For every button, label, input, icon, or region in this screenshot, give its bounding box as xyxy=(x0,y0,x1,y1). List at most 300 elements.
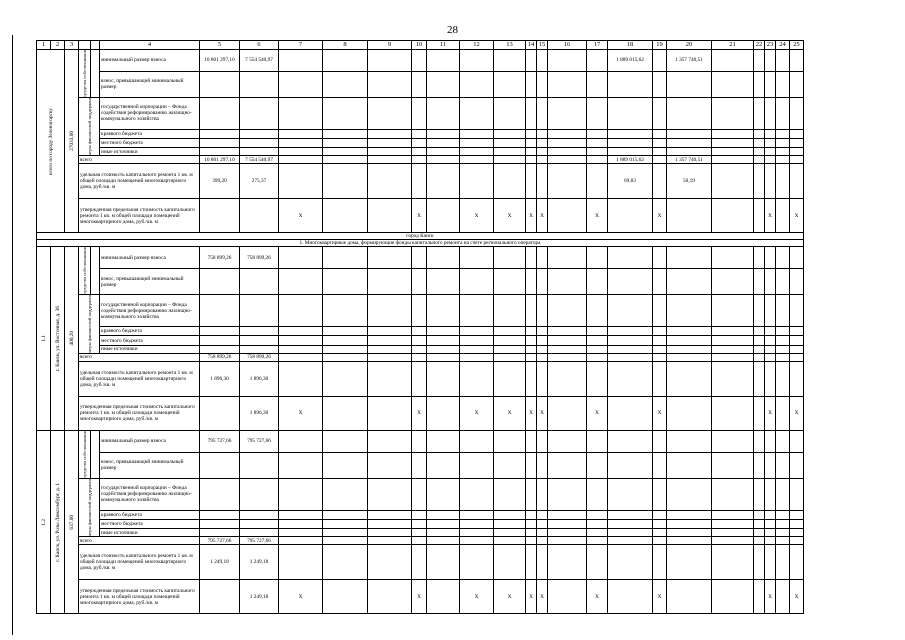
row-label: иные источники xyxy=(100,345,200,353)
value-cell xyxy=(548,478,587,510)
value-cell xyxy=(526,430,537,452)
value-cell xyxy=(323,452,368,478)
row-label: краевого бюджета xyxy=(100,327,200,336)
table-row xyxy=(37,345,804,353)
value-cell xyxy=(427,361,460,396)
value-cell: 1 357 740,51 xyxy=(667,156,712,164)
own-funds-group-text: средства собственников xyxy=(82,430,87,478)
value-cell xyxy=(712,345,754,353)
value-cell xyxy=(587,361,608,396)
value-cell xyxy=(323,396,368,430)
value-cell xyxy=(667,269,712,295)
value-cell xyxy=(587,430,608,452)
value-cell xyxy=(279,452,323,478)
x-mark-cell: Х xyxy=(412,199,427,233)
value-cell xyxy=(608,327,653,336)
value-cell xyxy=(608,529,653,537)
value-cell xyxy=(754,295,765,327)
value-cell: 1 896,30 xyxy=(200,361,240,396)
value-cell xyxy=(587,327,608,336)
value-cell xyxy=(412,269,427,295)
value-cell xyxy=(526,452,537,478)
value-cell xyxy=(776,295,790,327)
value-cell xyxy=(776,50,790,72)
value-cell xyxy=(200,148,240,156)
column-number: 16 xyxy=(548,41,587,50)
repair-program-table xyxy=(36,40,804,614)
value-cell xyxy=(460,529,494,537)
value-cell xyxy=(279,430,323,452)
value-cell xyxy=(323,164,368,199)
value-cell xyxy=(754,199,765,233)
x-mark-cell: Х xyxy=(790,199,804,233)
value-cell xyxy=(712,138,754,147)
total-area-text: 27033,00 xyxy=(68,131,75,152)
value-cell xyxy=(776,247,790,269)
value-cell xyxy=(667,345,712,353)
value-cell xyxy=(368,138,412,147)
value-cell xyxy=(537,247,548,269)
value-cell xyxy=(548,148,587,156)
value-cell xyxy=(537,148,548,156)
value-cell xyxy=(776,519,790,528)
value-cell xyxy=(200,138,240,147)
value-cell: 1 249,18 xyxy=(240,580,279,614)
row-number xyxy=(37,247,51,430)
value-cell xyxy=(712,295,754,327)
value-cell xyxy=(323,199,368,233)
value-cell xyxy=(323,580,368,614)
value-cell xyxy=(608,353,653,361)
value-cell xyxy=(790,138,804,147)
value-cell xyxy=(526,545,537,580)
column-number: 20 xyxy=(667,41,712,50)
x-mark-cell: Х xyxy=(412,580,427,614)
table-row xyxy=(37,156,804,164)
column-number: 18 xyxy=(608,41,653,50)
value-cell xyxy=(754,510,765,519)
table-row xyxy=(37,148,804,156)
value-cell xyxy=(653,97,667,129)
value-cell xyxy=(653,361,667,396)
value-cell xyxy=(526,148,537,156)
value-cell xyxy=(526,336,537,345)
value-cell xyxy=(653,537,667,545)
value-cell xyxy=(494,156,526,164)
row-label: всего xyxy=(79,156,200,164)
table-row xyxy=(37,545,804,580)
value-cell xyxy=(608,97,653,129)
value-cell xyxy=(537,97,548,129)
value-cell xyxy=(240,97,279,129)
value-cell xyxy=(427,478,460,510)
value-cell: 758 899,26 xyxy=(240,247,279,269)
value-cell xyxy=(460,71,494,97)
value-cell xyxy=(494,361,526,396)
value-cell xyxy=(608,138,653,147)
building-address-text: г. Канск, ул. Розы Люксембург, д. 1 xyxy=(54,482,61,562)
value-cell xyxy=(240,345,279,353)
x-mark-cell: Х xyxy=(653,396,667,430)
value-cell xyxy=(279,164,323,199)
value-cell xyxy=(494,345,526,353)
value-cell xyxy=(526,97,537,129)
value-cell xyxy=(754,327,765,336)
x-mark-cell: Х xyxy=(279,199,323,233)
value-cell xyxy=(412,430,427,452)
value-cell xyxy=(279,361,323,396)
value-cell xyxy=(790,545,804,580)
value-cell xyxy=(712,247,754,269)
value-cell xyxy=(460,361,494,396)
value-cell xyxy=(776,269,790,295)
table-row xyxy=(37,452,804,478)
value-cell xyxy=(427,580,460,614)
value-cell xyxy=(790,97,804,129)
value-cell: 795 727,66 xyxy=(200,537,240,545)
value-cell xyxy=(608,295,653,327)
value-cell xyxy=(526,510,537,519)
value-cell xyxy=(412,478,427,510)
value-cell xyxy=(494,71,526,97)
column-number: 8 xyxy=(323,41,368,50)
value-cell xyxy=(323,138,368,147)
value-cell xyxy=(754,537,765,545)
building-address xyxy=(51,430,65,613)
value-cell xyxy=(526,478,537,510)
value-cell xyxy=(368,156,412,164)
value-cell xyxy=(460,295,494,327)
column-number: 12 xyxy=(460,41,494,50)
value-cell xyxy=(765,529,776,537)
value-cell xyxy=(412,537,427,545)
value-cell xyxy=(776,510,790,519)
value-cell xyxy=(279,247,323,269)
value-cell xyxy=(526,156,537,164)
value-cell xyxy=(526,361,537,396)
value-cell xyxy=(279,50,323,72)
value-cell xyxy=(537,336,548,345)
value-cell xyxy=(427,327,460,336)
value-cell: 69,83 xyxy=(608,164,653,199)
value-cell xyxy=(323,529,368,537)
table-row xyxy=(37,510,804,519)
value-cell xyxy=(765,156,776,164)
value-cell xyxy=(548,138,587,147)
row-label: всего xyxy=(79,537,200,545)
column-number-row xyxy=(37,41,804,50)
value-cell xyxy=(790,295,804,327)
value-cell xyxy=(667,510,712,519)
value-cell xyxy=(653,129,667,138)
value-cell xyxy=(754,269,765,295)
value-cell xyxy=(240,129,279,138)
table-row xyxy=(37,269,804,295)
value-cell xyxy=(754,148,765,156)
value-cell xyxy=(790,537,804,545)
value-cell xyxy=(427,336,460,345)
table-row xyxy=(37,430,804,452)
value-cell xyxy=(790,529,804,537)
row-number-text: 1.2 xyxy=(40,518,47,526)
value-cell xyxy=(548,129,587,138)
row-label: иные источники xyxy=(100,148,200,156)
value-cell xyxy=(712,156,754,164)
value-cell xyxy=(323,361,368,396)
row-label: удельная стоимость капитального ремонта 1 кв. м общей площади помещений многоквартирного дома, руб./кв. м xyxy=(79,545,200,580)
value-cell xyxy=(460,269,494,295)
value-cell xyxy=(368,529,412,537)
x-mark-cell: Х xyxy=(765,396,776,430)
value-cell xyxy=(427,148,460,156)
value-cell xyxy=(653,519,667,528)
value-cell xyxy=(412,156,427,164)
value-cell xyxy=(667,129,712,138)
value-cell: 7 554 540,97 xyxy=(240,50,279,72)
value-cell xyxy=(765,430,776,452)
value-cell xyxy=(667,353,712,361)
value-cell xyxy=(368,269,412,295)
value-cell xyxy=(200,396,240,430)
value-cell xyxy=(494,353,526,361)
value-cell xyxy=(712,129,754,138)
value-cell xyxy=(200,269,240,295)
table-row xyxy=(37,295,804,327)
value-cell xyxy=(460,327,494,336)
value-cell xyxy=(323,537,368,545)
value-cell xyxy=(200,199,240,233)
value-cell xyxy=(776,580,790,614)
value-cell xyxy=(412,529,427,537)
value-cell xyxy=(323,71,368,97)
column-number: 6 xyxy=(240,41,279,50)
value-cell xyxy=(200,510,240,519)
own-funds-group xyxy=(79,247,91,295)
value-cell xyxy=(790,327,804,336)
value-cell xyxy=(608,345,653,353)
support-measures-group xyxy=(79,478,100,537)
value-cell xyxy=(526,164,537,199)
total-area xyxy=(65,247,79,430)
value-cell: 275,37 xyxy=(240,164,279,199)
table-row xyxy=(37,361,804,396)
value-cell xyxy=(427,537,460,545)
value-cell xyxy=(427,295,460,327)
column-number: 13 xyxy=(494,41,526,50)
support-measures-group-text: меры финансовой поддержки xyxy=(86,97,92,156)
value-cell xyxy=(765,138,776,147)
value-cell xyxy=(279,336,323,345)
value-cell xyxy=(765,361,776,396)
row-label: местного бюджета xyxy=(100,519,200,528)
value-cell xyxy=(427,510,460,519)
value-cell xyxy=(712,430,754,452)
value-cell xyxy=(494,50,526,72)
value-cell xyxy=(279,156,323,164)
value-cell xyxy=(765,129,776,138)
value-cell xyxy=(608,537,653,545)
row-number xyxy=(37,430,51,613)
value-cell xyxy=(368,129,412,138)
value-cell xyxy=(608,129,653,138)
value-cell xyxy=(790,50,804,72)
value-cell: 1 896,30 xyxy=(240,396,279,430)
value-cell xyxy=(587,156,608,164)
value-cell xyxy=(548,199,587,233)
value-cell xyxy=(240,148,279,156)
value-cell xyxy=(494,269,526,295)
x-mark-cell: Х xyxy=(494,199,526,233)
value-cell xyxy=(537,138,548,147)
value-cell xyxy=(460,156,494,164)
value-cell xyxy=(765,327,776,336)
value-cell xyxy=(667,519,712,528)
value-cell xyxy=(587,537,608,545)
table-row xyxy=(37,353,804,361)
value-cell xyxy=(587,519,608,528)
value-cell xyxy=(368,97,412,129)
value-cell xyxy=(754,519,765,528)
value-cell xyxy=(765,353,776,361)
value-cell xyxy=(323,353,368,361)
value-cell xyxy=(712,537,754,545)
value-cell xyxy=(323,129,368,138)
value-cell xyxy=(368,361,412,396)
value-cell xyxy=(653,452,667,478)
value-cell xyxy=(200,336,240,345)
value-cell xyxy=(240,327,279,336)
value-cell xyxy=(548,156,587,164)
column-number: 24 xyxy=(776,41,790,50)
value-cell xyxy=(608,71,653,97)
value-cell xyxy=(712,71,754,97)
table-row xyxy=(37,327,804,336)
value-cell xyxy=(537,353,548,361)
x-mark-cell: Х xyxy=(412,396,427,430)
support-measures-group xyxy=(79,295,100,354)
value-cell xyxy=(537,164,548,199)
column-number: 11 xyxy=(427,41,460,50)
value-cell xyxy=(240,510,279,519)
value-cell xyxy=(240,138,279,147)
value-cell xyxy=(279,345,323,353)
group-total-label xyxy=(37,50,65,233)
value-cell xyxy=(537,71,548,97)
value-cell xyxy=(790,164,804,199)
value-cell xyxy=(765,247,776,269)
value-cell xyxy=(368,452,412,478)
value-cell xyxy=(526,247,537,269)
value-cell xyxy=(765,269,776,295)
value-cell xyxy=(712,510,754,519)
value-cell xyxy=(240,336,279,345)
value-cell xyxy=(608,396,653,430)
value-cell xyxy=(412,545,427,580)
value-cell xyxy=(200,97,240,129)
value-cell xyxy=(494,97,526,129)
value-cell xyxy=(412,361,427,396)
value-cell xyxy=(412,50,427,72)
value-cell xyxy=(200,295,240,327)
value-cell: 795 727,66 xyxy=(240,537,279,545)
value-cell xyxy=(790,361,804,396)
value-cell xyxy=(200,452,240,478)
x-mark-cell: Х xyxy=(587,199,608,233)
value-cell xyxy=(653,353,667,361)
section-heading-row xyxy=(37,240,804,247)
value-cell xyxy=(776,199,790,233)
value-cell xyxy=(494,327,526,336)
value-cell xyxy=(368,345,412,353)
x-mark-cell: Х xyxy=(494,580,526,614)
value-cell xyxy=(494,519,526,528)
value-cell xyxy=(754,345,765,353)
value-cell xyxy=(200,129,240,138)
value-cell xyxy=(494,247,526,269)
column-number: 14 xyxy=(526,41,537,50)
value-cell xyxy=(494,430,526,452)
value-cell xyxy=(653,148,667,156)
support-measures-group xyxy=(79,97,100,156)
value-cell xyxy=(279,529,323,537)
row-label: удельная стоимость капитального ремонта 1 кв. м общей площади помещений многоквартирного дома, руб./кв. м xyxy=(79,164,200,199)
value-cell xyxy=(323,156,368,164)
value-cell: 795 727,66 xyxy=(240,430,279,452)
value-cell xyxy=(667,580,712,614)
value-cell xyxy=(765,452,776,478)
column-number: 7 xyxy=(279,41,323,50)
value-cell xyxy=(427,97,460,129)
value-cell xyxy=(790,510,804,519)
value-cell xyxy=(548,361,587,396)
value-cell xyxy=(765,537,776,545)
x-mark-cell: Х xyxy=(460,580,494,614)
value-cell xyxy=(460,345,494,353)
column-number: 21 xyxy=(712,41,754,50)
value-cell xyxy=(754,529,765,537)
value-cell xyxy=(776,336,790,345)
value-cell xyxy=(608,545,653,580)
value-cell xyxy=(776,71,790,97)
value-cell xyxy=(460,50,494,72)
value-cell xyxy=(323,345,368,353)
own-funds-subgroup xyxy=(91,430,100,478)
x-mark-cell: Х xyxy=(279,580,323,614)
value-cell xyxy=(667,97,712,129)
x-mark-cell: Х xyxy=(765,199,776,233)
value-cell xyxy=(790,519,804,528)
value-cell xyxy=(537,545,548,580)
value-cell xyxy=(790,452,804,478)
value-cell xyxy=(776,529,790,537)
row-label: взнос, превышающий минимальный размер xyxy=(100,269,200,295)
value-cell xyxy=(412,327,427,336)
value-cell xyxy=(790,129,804,138)
value-cell xyxy=(526,129,537,138)
x-mark-cell: Х xyxy=(460,199,494,233)
value-cell: 795 727,66 xyxy=(200,430,240,452)
value-cell xyxy=(548,545,587,580)
value-cell xyxy=(240,478,279,510)
value-cell xyxy=(608,336,653,345)
value-cell xyxy=(712,545,754,580)
value-cell xyxy=(279,545,323,580)
value-cell xyxy=(460,510,494,519)
group-total-label-text: всего по городу Зеленогорску xyxy=(47,107,54,175)
value-cell xyxy=(537,327,548,336)
value-cell xyxy=(427,156,460,164)
value-cell xyxy=(526,138,537,147)
